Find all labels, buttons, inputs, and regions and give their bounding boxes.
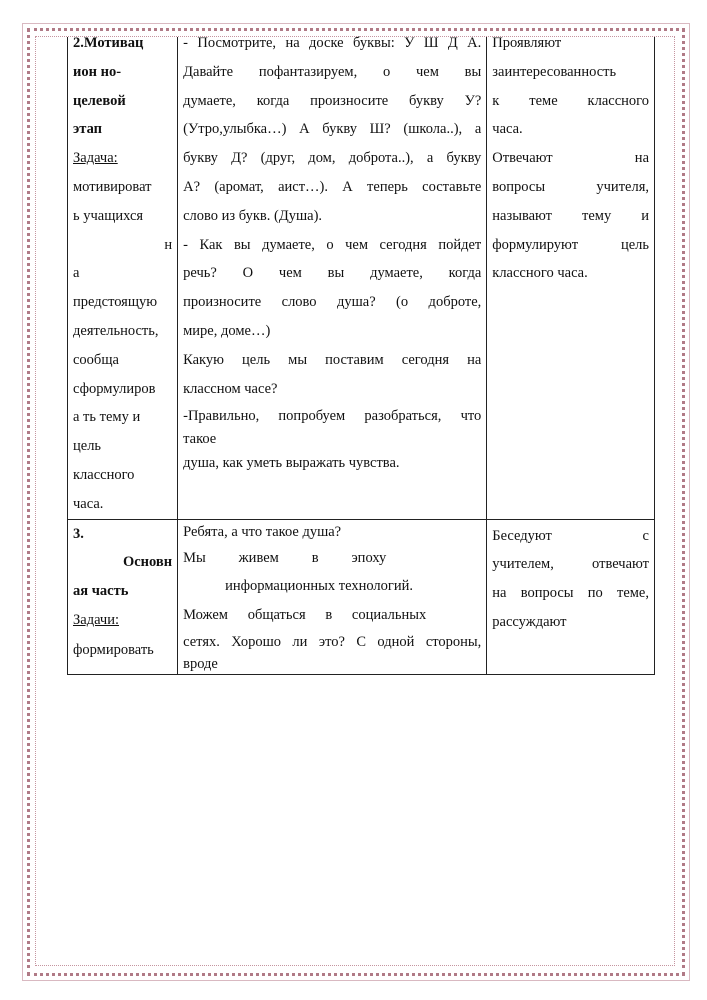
stage-2-task-line: деятельность, (73, 322, 159, 339)
stage-2-task-line: классного (73, 466, 135, 483)
stage-2-task-line: а (73, 265, 80, 282)
teacher-text-line: Мы живем в эпоху (183, 549, 387, 566)
student-text-line: формулируют цель (492, 236, 649, 253)
stage-3-task-label: Задачи: (73, 611, 120, 628)
student-text-line: называют тему и (492, 207, 649, 224)
teacher-text-line: сетях. Хорошо ли это? С одной стороны, (183, 633, 482, 650)
stage-3-title-line: Основн (122, 554, 173, 571)
teacher-text-line: Ребята, а что такое душа? (183, 523, 342, 540)
lesson-plan-table (67, 37, 655, 675)
student-text-line: заинтересованность (492, 63, 617, 80)
teacher-text-line: букву Д? (друг, дом, доброта..), а букву (183, 150, 482, 167)
student-text-line: вопросы учителя, (492, 178, 649, 195)
stage-2-title-line: 2.Мотивац (73, 35, 144, 51)
stage-3-title-line: 3. (73, 525, 84, 542)
student-text-line: часа. (492, 121, 523, 138)
stage-3-teacher-cell (178, 519, 487, 674)
teacher-text-line: речь? О чем вы думаете, когда (183, 265, 482, 282)
stage-2-title-line: ион но- (73, 63, 122, 80)
table-row-stage-2 (68, 37, 655, 519)
teacher-text-line: А? (аромат, аист…). А теперь составьте (183, 178, 482, 195)
student-text-line: рассуждают (492, 613, 567, 630)
stage-2-name-cell (68, 37, 178, 519)
stage-2-task-line: ь учащихся (73, 207, 144, 224)
stage-2-task-line: а ть тему и (73, 409, 141, 426)
student-text-line: Отвечают на (492, 150, 649, 167)
student-text-line: к теме классного (492, 92, 649, 109)
teacher-text-line: слово из букв. (Душа). (183, 207, 323, 224)
stage-2-student-cell (487, 37, 655, 519)
stage-2-task-label: Задача: (73, 150, 118, 167)
teacher-text-line: произносите слово душа? (о доброте, (183, 294, 482, 311)
teacher-text-line: информационных технологий. (225, 578, 413, 595)
teacher-text-line: - Посмотрите, на доске буквы: У Ш Д А. (183, 35, 482, 51)
teacher-text-line: такое (183, 431, 217, 448)
stage-3-title-line: ая часть (73, 583, 129, 600)
stage-2-task-line: сформулиров (73, 380, 156, 397)
teacher-text-line: (Утро,улыбка…) А букву Ш? (школа..), а (183, 121, 482, 138)
stage-2-title-line: целевой (73, 92, 126, 109)
student-text-line: Проявляют (492, 35, 562, 51)
teacher-text-line: мире, доме…) (183, 322, 271, 339)
stage-2-task-line: мотивироват (73, 178, 152, 195)
stage-2-title-line: этап (73, 121, 102, 138)
table-row-stage-3 (68, 519, 655, 674)
student-text-line: классного часа. (492, 265, 588, 282)
student-text-line: на вопросы по теме, (492, 585, 649, 602)
stage-2-task-line: часа. (73, 495, 104, 512)
stage-2-task-line: сообща (73, 351, 119, 368)
stage-2-task-line: предстоящую (73, 294, 158, 311)
teacher-text-line: душа, как уметь выражать чувства. (183, 455, 400, 472)
student-text-line: учителем, отвечают (492, 556, 649, 573)
teacher-text-line: думаете, когда произносите букву У? (183, 92, 482, 109)
stage-2-task-line: н (164, 236, 173, 253)
student-text-line: Беседуют с (492, 527, 649, 544)
teacher-text-line: классном часе? (183, 380, 278, 397)
teacher-text-line: вроде (183, 655, 218, 672)
teacher-text-line: Какую цель мы поставим сегодня на (183, 351, 482, 368)
stage-2-task-line: цель (73, 438, 102, 455)
stage-3-name-cell (68, 519, 178, 674)
stage-3-student-cell (487, 519, 655, 674)
stage-2-teacher-cell (178, 37, 487, 519)
teacher-text-line: Можем общаться в социальных (183, 607, 427, 624)
teacher-text-line: Давайте пофантазируем, о чем вы (183, 63, 482, 80)
stage-3-task-line: формировать (73, 641, 154, 658)
teacher-text-line: - Как вы думаете, о чем сегодня пойдет (183, 236, 482, 253)
teacher-text-line: -Правильно, попробуем разобраться, что (183, 408, 482, 425)
